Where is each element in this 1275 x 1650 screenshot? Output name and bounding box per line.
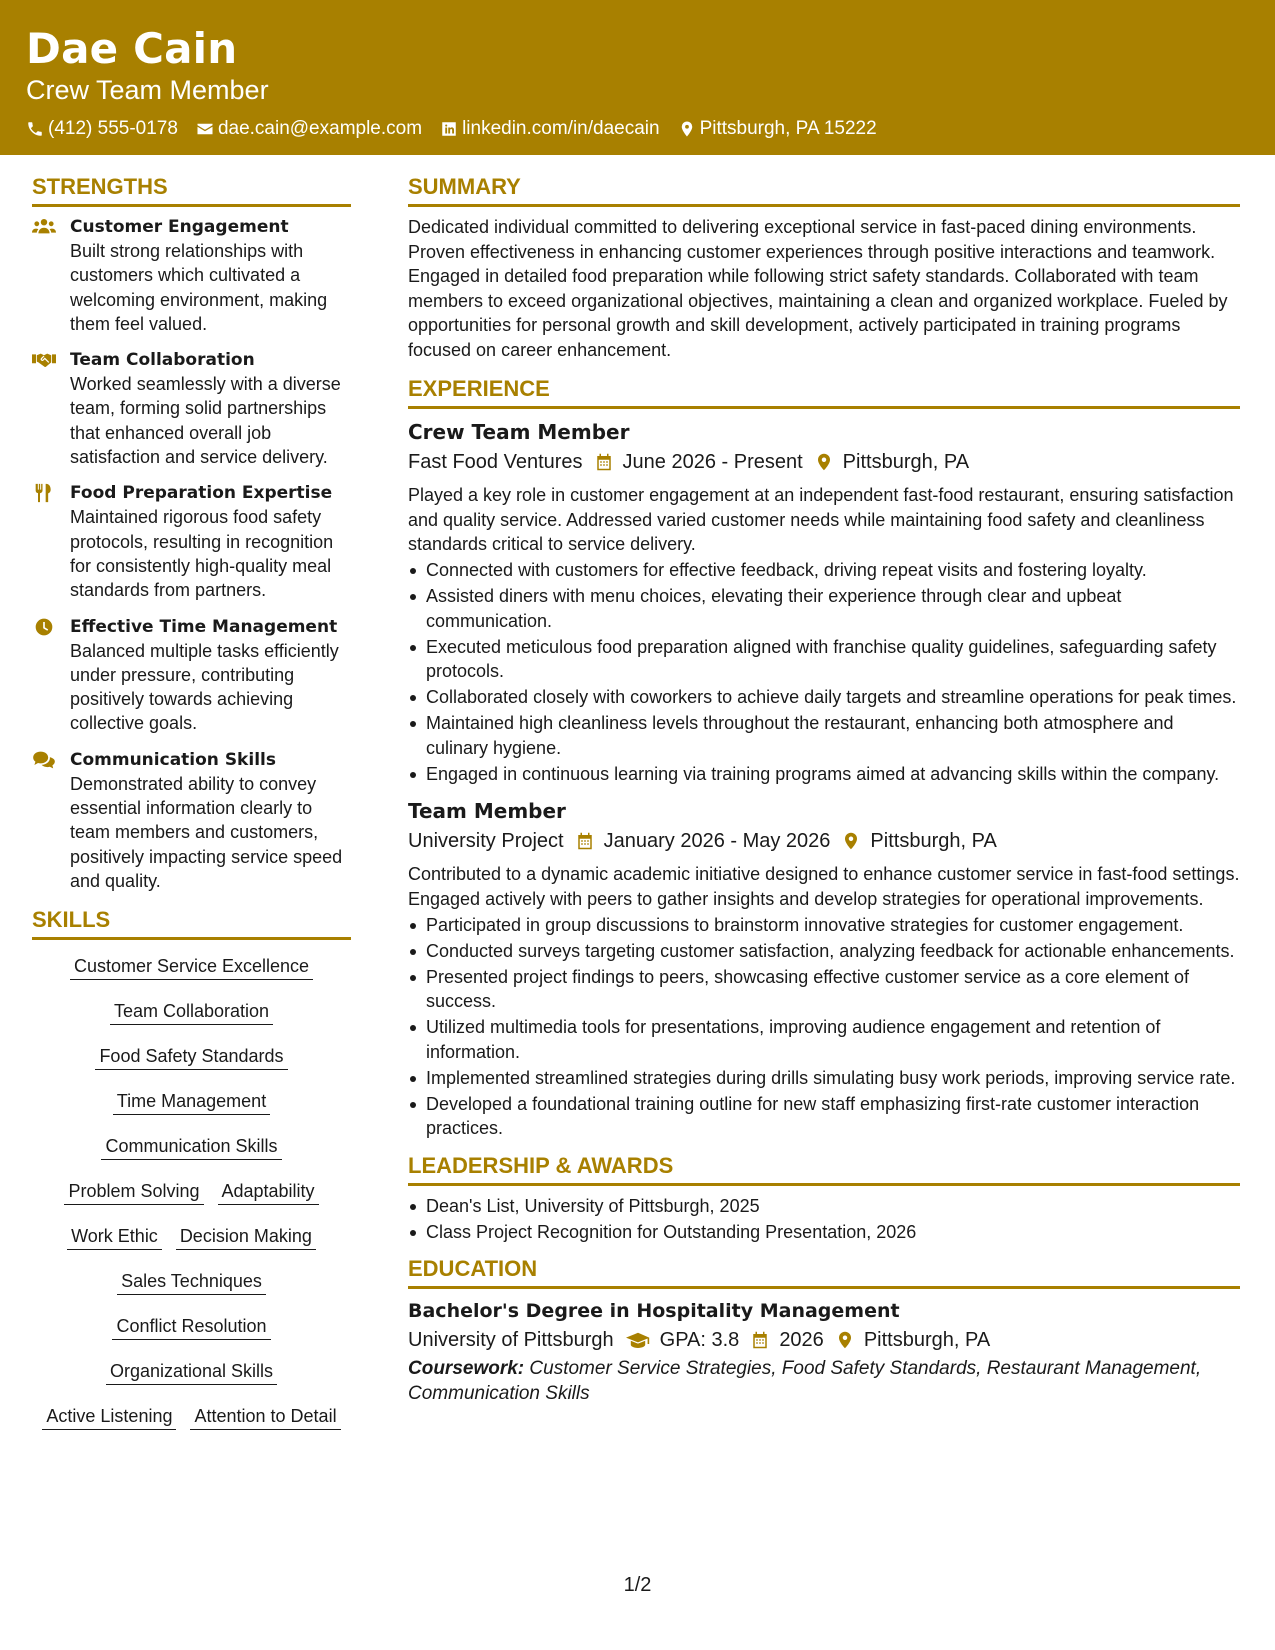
year-text: 2026 xyxy=(779,1329,824,1351)
contact-email[interactable] xyxy=(196,116,422,142)
job-location xyxy=(815,447,969,477)
graduation-year xyxy=(751,1325,824,1355)
education-location xyxy=(836,1325,990,1355)
dates-text: January 2026 - May 2026 xyxy=(603,830,831,852)
company-name: University Project xyxy=(408,830,564,852)
calendar-icon xyxy=(751,1330,769,1350)
location-text: Pittsburgh, PA xyxy=(870,830,997,852)
education-meta xyxy=(408,1325,1240,1355)
location-text: Pittsburgh, PA xyxy=(842,451,970,473)
leadership-list xyxy=(408,1194,1240,1245)
job-meta xyxy=(408,826,1240,856)
job-entry xyxy=(408,796,1240,1141)
candidate-title: Crew Team Member xyxy=(26,75,269,105)
comments-icon xyxy=(32,750,56,770)
job-entry xyxy=(408,417,1240,786)
calendar-icon xyxy=(595,452,613,472)
calendar-icon xyxy=(576,831,594,851)
skill-tag: Decision Making xyxy=(176,1224,316,1250)
company-name: Fast Food Ventures xyxy=(408,451,583,473)
bullet-item: Engaged in continuous learning via training programs aimed at advancing skills within the company. xyxy=(408,762,1240,787)
bullet-item: Developed a foundational training outline for new staff emphasizing first-rate customer interaction practices. xyxy=(408,1092,1240,1141)
bullet-item: Maintained high cleanliness levels throughout the restaurant, enhancing both atmosphere and culinary hygiene. xyxy=(408,711,1240,760)
skill-tag: Time Management xyxy=(113,1089,270,1115)
skill-tag: Customer Service Excellence xyxy=(70,954,313,980)
skill-tag: Problem Solving xyxy=(64,1179,203,1205)
users-icon xyxy=(32,217,56,237)
coursework xyxy=(408,1357,1240,1406)
award-item: Dean's List, University of Pittsburgh, 2025 xyxy=(408,1194,1240,1219)
strength-item xyxy=(32,481,351,602)
skill-tag: Food Safety Standards xyxy=(95,1044,287,1070)
contact-location xyxy=(678,116,877,142)
skill-tag: Conflict Resolution xyxy=(112,1314,270,1340)
handshake-icon xyxy=(32,350,56,370)
job-meta xyxy=(408,447,1240,477)
bullet-item: Conducted surveys targeting customer satisfaction, analyzing feedback for actionable enhancements. xyxy=(408,939,1240,964)
job-dates xyxy=(595,447,803,477)
job-description: Contributed to a dynamic academic initiative designed to enhance customer service in fast-food settings. Engaged actively with peers to gather insights and develop strategies for operational improvements. xyxy=(408,864,1240,909)
clock-icon xyxy=(32,617,56,637)
skill-tag: Organizational Skills xyxy=(106,1359,277,1385)
strength-name: Food Preparation Expertise xyxy=(70,483,333,504)
map-pin-icon xyxy=(678,120,696,138)
contact-bar xyxy=(26,116,1249,142)
education-heading: EDUCATION xyxy=(408,1254,1240,1289)
strength-name: Effective Time Management xyxy=(70,616,338,637)
location-text: Pittsburgh, PA 15222 xyxy=(699,118,877,139)
gpa-text: GPA: 3.8 xyxy=(659,1329,740,1351)
map-pin-icon xyxy=(836,1330,854,1350)
utensils-icon xyxy=(32,483,56,503)
job-dates xyxy=(576,826,831,856)
phone-text: (412) 555-0178 xyxy=(48,118,178,139)
job-bullets xyxy=(408,913,1240,1141)
skills-heading: SKILLS xyxy=(32,905,351,940)
school-text: University of Pittsburgh xyxy=(408,1329,614,1351)
bullet-item: Utilized multimedia tools for presentations, improving audience engagement and retention of information. xyxy=(408,1015,1240,1064)
bullet-item: Connected with customers for effective feedback, driving repeat visits and fostering loyalty. xyxy=(408,558,1240,583)
resume-header xyxy=(0,0,1275,155)
contact-linkedin[interactable] xyxy=(440,116,660,142)
bullet-item: Participated in group discussions to brainstorm innovative strategies for customer engagement. xyxy=(408,913,1240,938)
bullet-item: Executed meticulous food preparation aligned with franchise quality guidelines, safeguarding safety protocols. xyxy=(408,635,1240,684)
strength-name: Customer Engagement xyxy=(70,217,289,237)
degree-title: Bachelor's Degree in Hospitality Management xyxy=(408,1300,900,1322)
graduation-cap-icon xyxy=(626,1330,650,1350)
bullet-item: Assisted diners with menu choices, elevating their experience through clear and upbeat communication. xyxy=(408,584,1240,633)
job-location xyxy=(842,826,996,856)
skill-tag: Work Ethic xyxy=(67,1224,162,1250)
strength-item xyxy=(32,615,351,736)
right-column xyxy=(408,172,1240,1406)
location-text: Pittsburgh, PA xyxy=(863,1329,991,1351)
strength-name: Communication Skills xyxy=(70,749,276,770)
gpa xyxy=(626,1325,740,1355)
experience-heading: EXPERIENCE xyxy=(408,374,1240,409)
strength-description: Balanced multiple tasks efficiently under pressure, contributing positively towards achieving collective goals. xyxy=(70,640,339,734)
map-pin-icon xyxy=(842,831,860,851)
leadership-heading: LEADERSHIP & AWARDS xyxy=(408,1151,1240,1186)
bullet-item: Presented project findings to peers, showcasing effective customer service as a core element of success. xyxy=(408,965,1240,1014)
bullet-item: Collaborated closely with coworkers to achieve daily targets and streamline operations for peak times. xyxy=(408,685,1240,710)
strength-description: Built strong relationships with customers which cultivated a welcoming environment, making them feel valued. xyxy=(70,241,328,334)
strengths-heading: STRENGTHS xyxy=(32,172,351,207)
job-title: Crew Team Member xyxy=(408,420,630,444)
job-company xyxy=(408,447,583,477)
candidate-name: Dae Cain xyxy=(26,24,238,73)
job-company xyxy=(408,826,564,856)
linkedin-link[interactable]: linkedin.com/in/daecain xyxy=(462,118,660,139)
coursework-text: Customer Service Strategies, Food Safety Standards, Restaurant Management, Communication Skills xyxy=(408,1358,1202,1404)
skills-list xyxy=(32,954,351,1449)
strength-item xyxy=(32,348,351,469)
map-pin-icon xyxy=(815,452,833,472)
school-name xyxy=(408,1325,614,1355)
job-description: Played a key role in customer engagement at an independent fast-food restaurant, ensuring satisfaction and quality service. Addressed varied customer needs while maintaining food safety and cleanliness standards critical to service delivery. xyxy=(408,485,1234,554)
job-title: Team Member xyxy=(408,799,566,823)
skill-tag: Communication Skills xyxy=(101,1134,281,1160)
strength-description: Worked seamlessly with a diverse team, forming solid partnerships that enhanced overall job satisfaction and service delivery. xyxy=(70,374,341,468)
dates-text: June 2026 - Present xyxy=(622,451,803,473)
job-bullets xyxy=(408,558,1240,786)
phone-icon xyxy=(26,120,44,138)
summary-heading: SUMMARY xyxy=(408,172,1240,207)
skill-tag: Sales Techniques xyxy=(117,1269,266,1295)
strength-item xyxy=(32,748,351,893)
strength-name: Team Collaboration xyxy=(70,350,255,371)
coursework-label: Coursework: xyxy=(408,1358,525,1379)
envelope-icon xyxy=(196,120,214,138)
skill-tag: Active Listening xyxy=(42,1404,176,1430)
skill-tag: Attention to Detail xyxy=(190,1404,340,1430)
summary-text: Dedicated individual committed to delivering exceptional service in fast-paced dining environments. Proven effectiveness in enhancing customer experiences through positive interactions and teamwork. Engaged in detailed food preparation while following strict safety standards. Collaborated with team members to exceed organizational objectives, maintaining a clean and organized workplace. Fueled by opportunities for personal growth and skill development, actively participated in training programs focused on career enhancement. xyxy=(408,217,1228,360)
left-column xyxy=(32,172,351,1449)
strength-description: Maintained rigorous food safety protocols, resulting in recognition for consistently high-quality meal standards from partners. xyxy=(70,507,334,601)
contact-phone xyxy=(26,116,178,142)
strength-item xyxy=(32,215,351,336)
email-link[interactable]: dae.cain@example.com xyxy=(217,118,423,139)
bullet-item: Implemented streamlined strategies during drills simulating busy work periods, improving service rate. xyxy=(408,1066,1240,1091)
linkedin-icon xyxy=(440,120,458,138)
strength-description: Demonstrated ability to convey essential information clearly to team members and customers, positively impacting service speed and quality. xyxy=(70,773,343,891)
page-number: 1/2 xyxy=(623,1574,652,1596)
skill-tag: Team Collaboration xyxy=(110,999,273,1025)
skill-tag: Adaptability xyxy=(218,1179,319,1205)
award-item: Class Project Recognition for Outstanding Presentation, 2026 xyxy=(408,1220,1240,1245)
